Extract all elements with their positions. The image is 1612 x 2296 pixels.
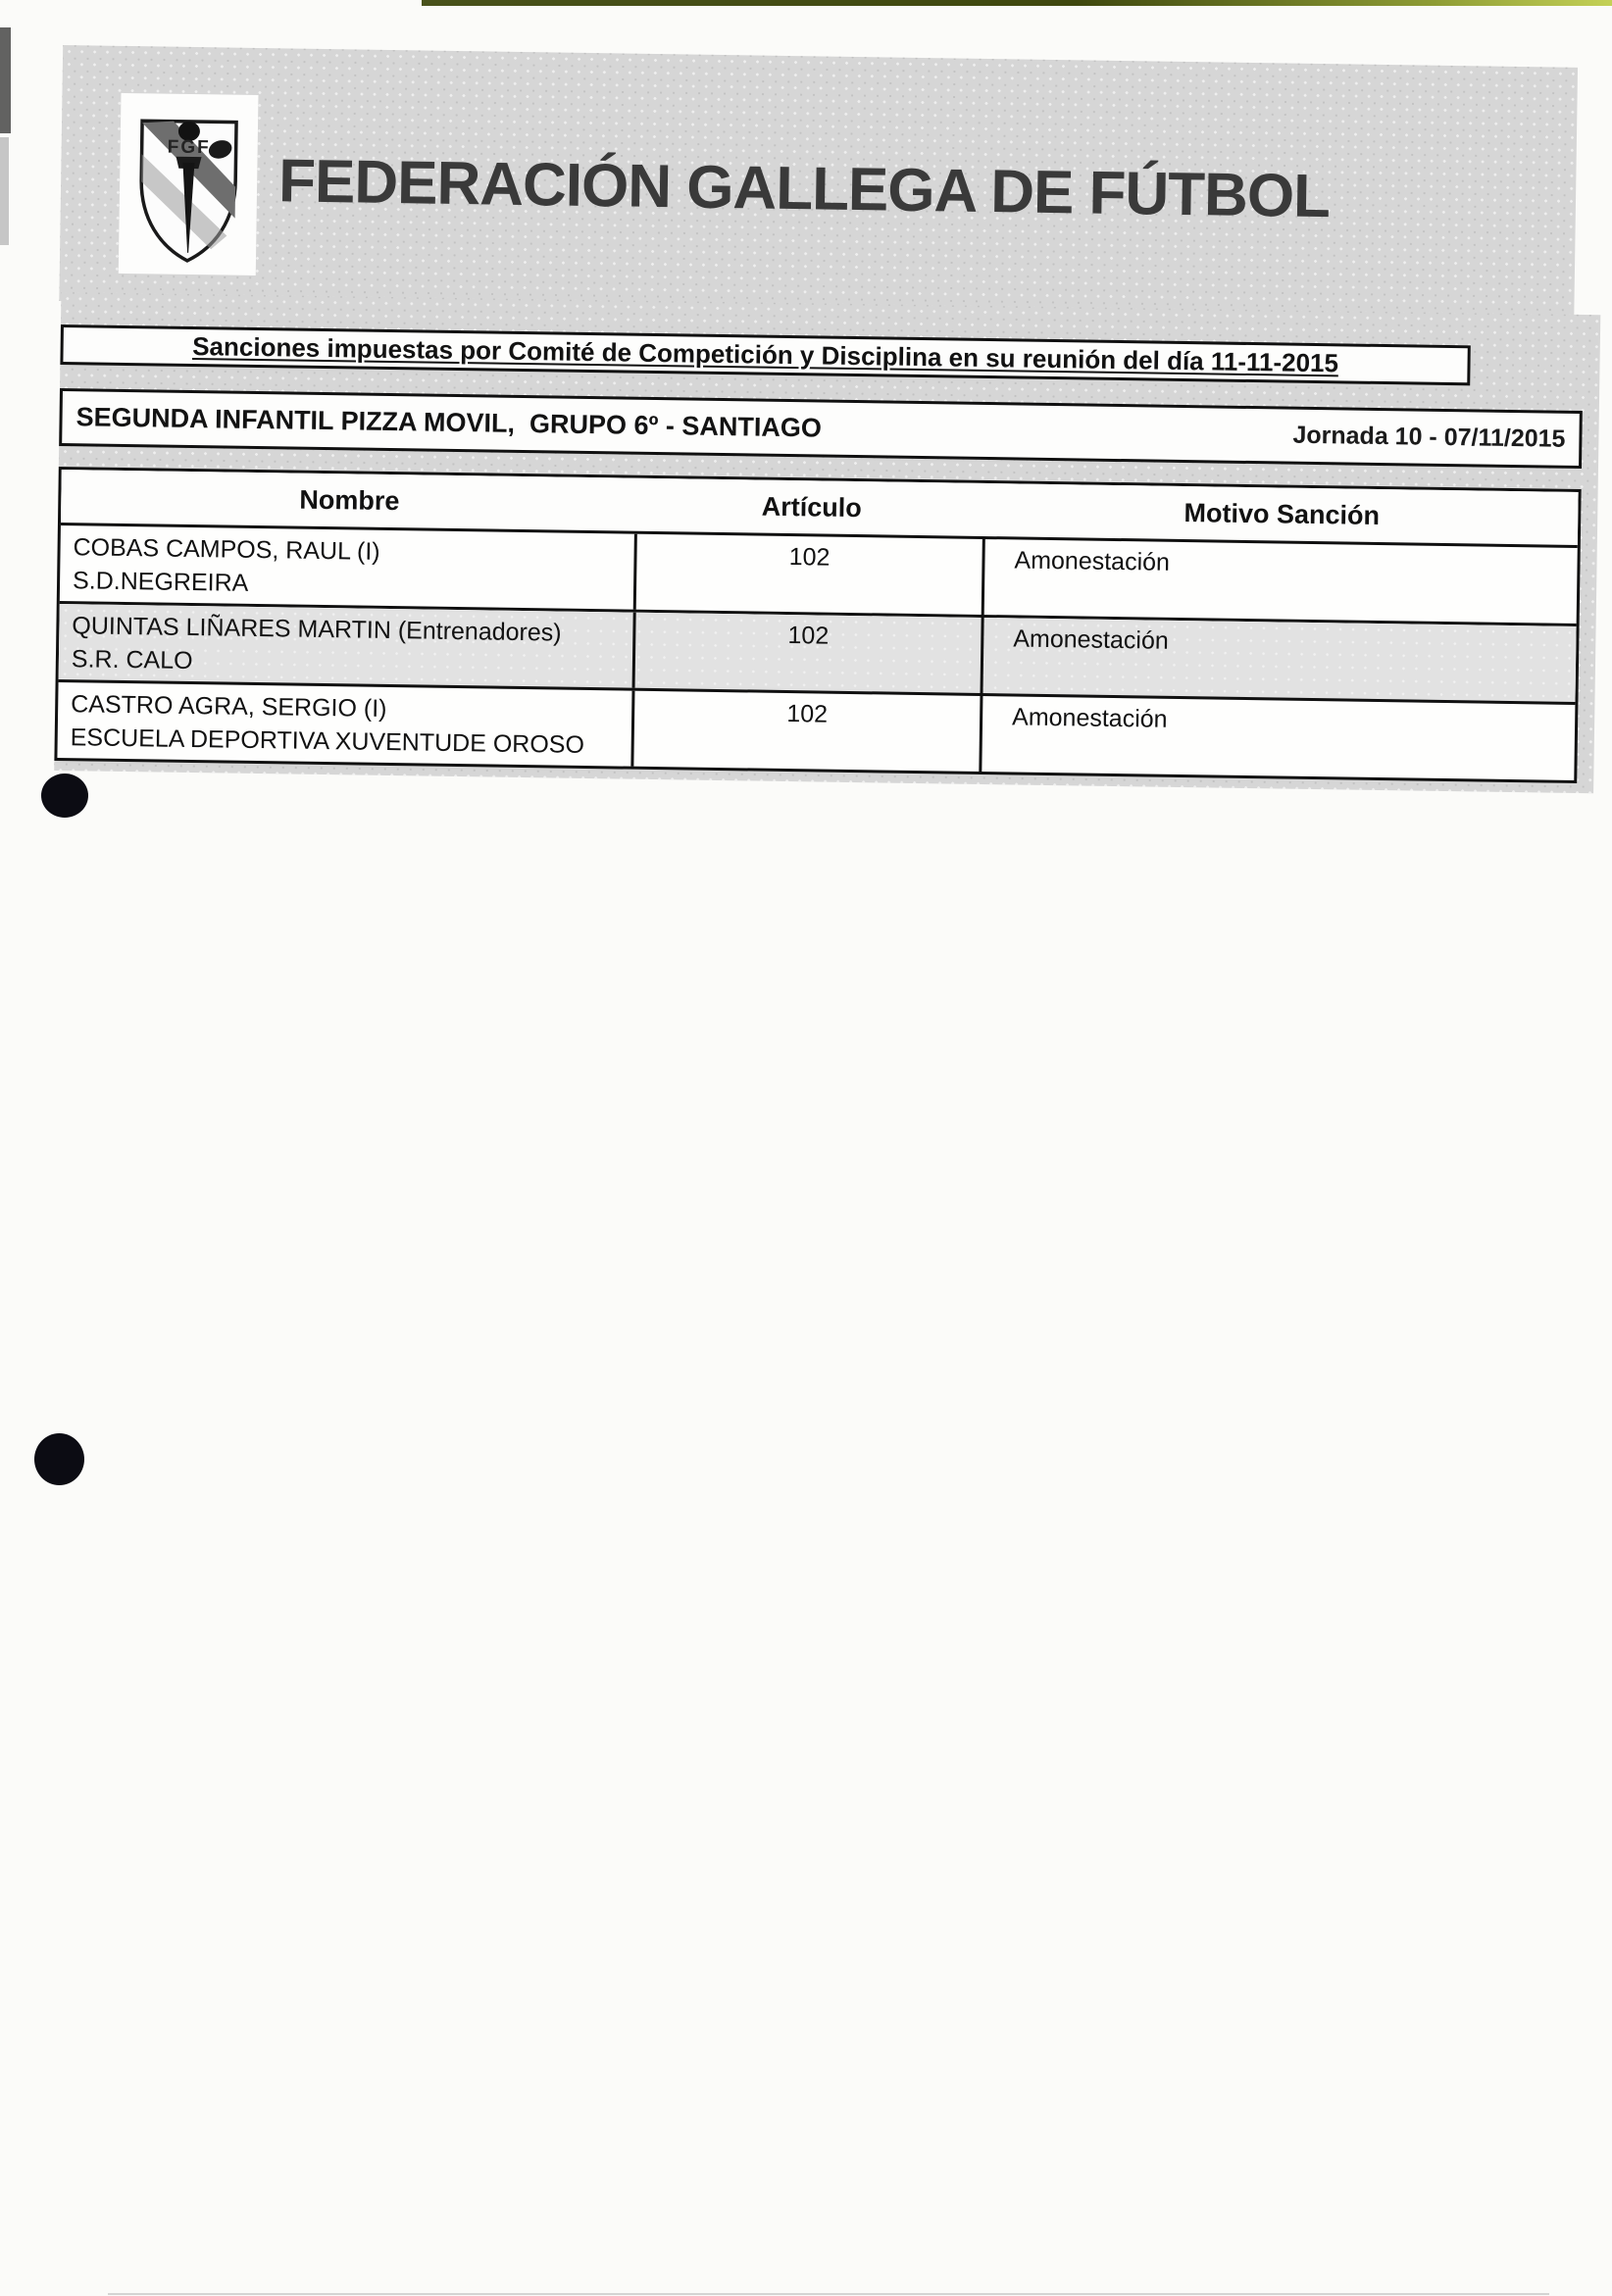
bulletin-title: Sanciones impuestas por Comité de Competición y Disciplina en su reunión del día 11-11-2015: [191, 330, 1339, 378]
column-header-articulo: Artículo: [761, 491, 863, 523]
person-name: QUINTAS LIÑARES MARTIN (Entrenadores): [72, 612, 562, 647]
sanction-name-cell: [57, 682, 634, 767]
sanction-reason-cell: Amonestación: [1014, 546, 1171, 576]
sanctions-table: [54, 467, 1581, 783]
organization-title: FEDERACIÓN GALLEGA DE FÚTBOL: [277, 147, 1331, 231]
competition-name: SEGUNDA INFANTIL PIZZA MOVIL, GRUPO 6º - SANTIAGO: [76, 402, 823, 443]
sanction-reason-cell: Amonestación: [1013, 624, 1169, 655]
matchday-date: Jornada 10 - 07/11/2015: [1292, 421, 1566, 453]
sanction-name-cell: [59, 604, 636, 688]
sanction-name-cell: [60, 525, 637, 610]
club-name: S.D.NEGREIRA: [72, 567, 249, 597]
column-header-motivo: Motivo Sanción: [1184, 497, 1381, 530]
club-name: ESCUELA DEPORTIVA XUVENTUDE OROSO: [70, 724, 585, 759]
federation-logo: [119, 93, 259, 275]
header-band: [59, 45, 1578, 324]
scanner-top-edge: [422, 0, 1612, 6]
person-name: CASTRO AGRA, SERGIO (I): [71, 690, 387, 723]
sanction-reason-cell: Amonestación: [1011, 703, 1168, 733]
club-name: S.R. CALO: [71, 645, 193, 675]
person-name: COBAS CAMPOS, RAUL (I): [73, 533, 380, 566]
sanction-article-cell: 102: [635, 613, 984, 693]
column-header-nombre: Nombre: [299, 484, 400, 516]
logo-initials: FGF: [167, 136, 211, 159]
fgf-crest-icon: [119, 93, 259, 275]
sanction-article-cell: 102: [636, 534, 985, 615]
sanction-article-cell: 102: [633, 691, 982, 772]
